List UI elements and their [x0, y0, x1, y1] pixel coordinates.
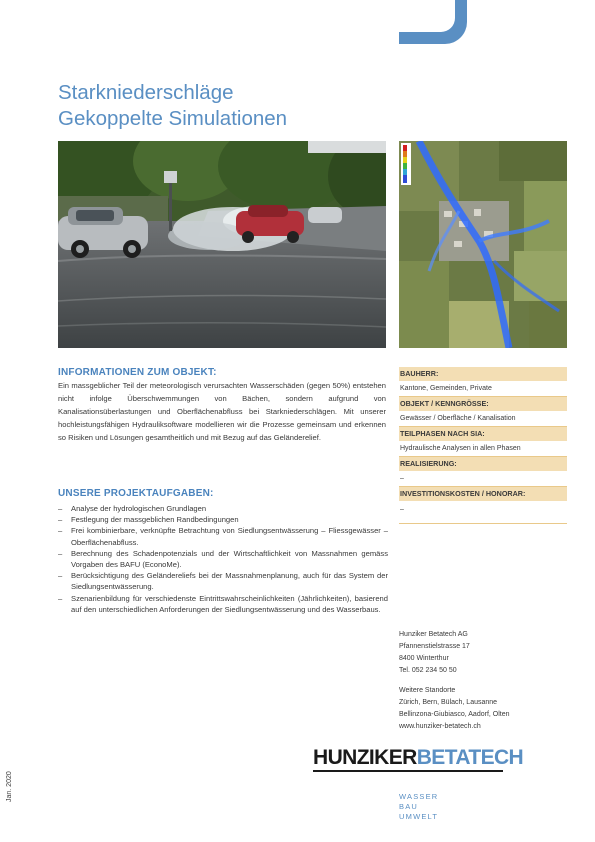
- kosten-label: INVESTITIONSKOSTEN / HONORAR:: [399, 487, 567, 501]
- task-item: – Frei kombinierbare, verknüpfte Betrachtung von Siedlungsentwässerung – Fliessgewässer – Oberflächenabfluss.: [58, 525, 388, 547]
- logo-part-hunziker: HUNZIKER: [313, 746, 417, 769]
- teilphasen-label: TEILPHASEN NACH SIA:: [399, 427, 567, 441]
- publication-date: Jan. 2020: [6, 771, 13, 802]
- task-item: – Szenarienbildung für verschiedenste Eintrittswahrscheinlichkeiten (Jährlichkeiten), basierend auf den unterschiedlichen Anforderungen der Siedlungsentwässerung und des Wasserbaus.: [58, 593, 388, 615]
- bauherr-label: BAUHERR:: [399, 367, 567, 381]
- project-facts-table: [399, 367, 567, 524]
- company-logo: [313, 746, 524, 770]
- locations-line-1: Zürich, Bern, Bülach, Lausanne: [399, 699, 498, 706]
- info-text: Ein massgeblicher Teil der meteorologisch verursachten Wasserschäden (gegen 50%) entstehen nicht infolge Überschwemmungen von Bächen, sondern aufgrund von Kanalisationsüberlastungen und Oberflächenabfluss bei Starkniederschlägen. Mit unserer hochleistungsfähigen Hydrauliksoftware modellieren wir die Prozesse gemeinsam und erkennen so Risiken und Lösungen gesamtheitlich und mit Bezug auf das Geländerelief.: [58, 381, 386, 442]
- realisierung-label: REALISIERUNG:: [399, 457, 567, 471]
- locations-line-2: Bellinzona-Giubiasco, Aadorf, Olten: [399, 711, 510, 718]
- logo-part-betatech: BETATECH: [416, 746, 524, 769]
- company-name: Hunziker Betatech AG: [399, 631, 468, 638]
- bauherr-value: Kantone, Gemeinden, Private: [399, 381, 567, 397]
- company-phone: Tel. 052 234 50 50: [399, 667, 457, 674]
- contact-spacer: [399, 677, 569, 685]
- flood-simulation-map: [399, 141, 567, 348]
- logo-underline: [313, 770, 503, 772]
- objekt-value: Gewässer / Oberfläche / Kanalisation: [399, 411, 567, 427]
- objekt-label: OBJEKT / KENNGRÖSSE:: [399, 397, 567, 411]
- sector-item: WASSER: [399, 792, 439, 801]
- tasks-heading: UNSERE PROJEKTAUFGABEN:: [58, 488, 214, 499]
- task-item: – Festlegung der massgeblichen Randbedingungen: [58, 514, 388, 525]
- locations-heading: Weitere Standorte: [399, 687, 456, 694]
- tasks-list: [58, 503, 388, 615]
- realisierung-value: –: [399, 471, 567, 487]
- page-title: [58, 80, 388, 132]
- sectors-list: [399, 792, 438, 822]
- task-item: – Berücksichtigung des Geländereliefs bei der Massnahmenplanung, auch für das System der Siedlungsentwässerung.: [58, 570, 388, 592]
- sector-item: BAU: [399, 802, 419, 811]
- top-tab-cutout: [399, 0, 455, 32]
- website-link[interactable]: www.hunziker-betatech.ch: [399, 723, 481, 730]
- flooded-street-photo: [58, 141, 386, 348]
- contact-block: [399, 629, 569, 733]
- flooded-street-illustration: [58, 141, 386, 348]
- teilphasen-value: Hydraulische Analysen in allen Phasen: [399, 441, 567, 457]
- task-item: – Analyse der hydrologischen Grundlagen: [58, 503, 388, 514]
- company-city: 8400 Winterthur: [399, 655, 449, 662]
- kosten-value: –: [399, 501, 567, 524]
- page-title-line-1: Starkniederschläge: [58, 81, 234, 104]
- task-item: – Berechnung des Schadenpotenzials und der Wirtschaftlichkeit von Massnahmen gemäss Vorgaben des BAFU (EconoMe).: [58, 548, 388, 570]
- info-heading: INFORMATIONEN ZUM OBJEKT:: [58, 367, 217, 378]
- flood-simulation-illustration: [399, 141, 567, 348]
- sector-item: UMWELT: [399, 812, 439, 821]
- page-title-line-2: Gekoppelte Simulationen: [58, 107, 288, 130]
- company-street: Pfannenstielstrasse 17: [399, 643, 470, 650]
